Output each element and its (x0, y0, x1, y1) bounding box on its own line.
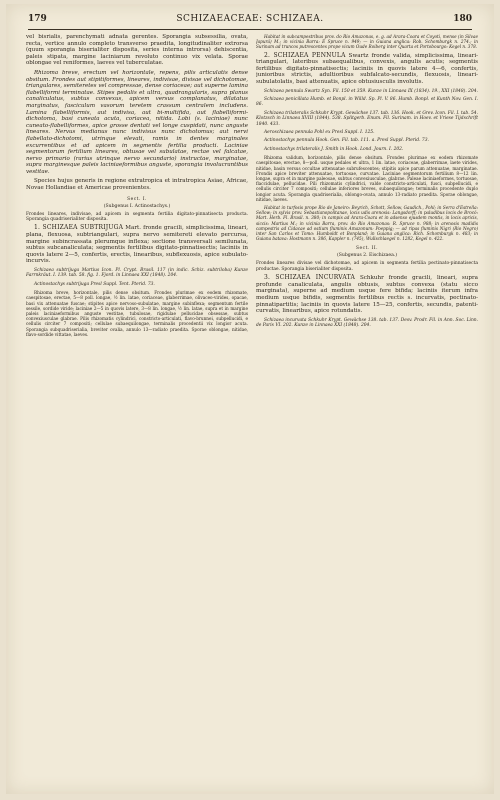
species-diagnosis: Schkuhr fronde gracili, lineari, supra profunde canaliculata, angulis obtusis, subtus convexa (statu sicco marginata), superne ad medium usque fere bifida; laciniis iterum infra medium usque bifidis, segmentis fertilibus rectis s. incurvatis, pectinato-pinnatipartitis; laciniis in quovis latere 15—25, confertis, secundis, patenti-curvatis, linearibus, apice rotundatis. (256, 275, 478, 315)
species-reference: Aeroschizaea pennula Pohl ex Presl Suppl. I. 125. (264, 130, 375, 136)
subgenus-name: (Subgenus 2. Eischizaea.) (336, 253, 398, 259)
species-diagnosis: Swartz fronde valida, simplicissima, lineari-triangulari, lateribus subaequalibus, convexis, angulis acutis; segmentis fertilibus digitato-pinnatisectis; laciniis in quovis latere 4—6, confertis, junioribus strictis, adultioribus subfalcato-secundis, flexuosis, lineari-subulatolatis, basi attenuatis, apice obtusiusculis involutis. (256, 52, 478, 85)
species-synonym: Actinostachys subtrijuga Presl Suppl. Tent. Pterid. 73. (34, 281, 155, 287)
page-number-left: 179 (28, 14, 47, 24)
genus-description-vegetative: Rhizoma breve, erectum vel horizontale, repens, pilis articulatis dense obsitum. Frondes aut stipitiformes, lineares, indivisae, divisae vel dichotomae, triangulares, semiteretes vel compressae, dense coriaceae; aut superne lamina flabelliformi terminatae. Stipes pedalis et ultra, quadrangularis, supra planus canaliculatus, subtus convexus, apicem versus complanatus, dilatatus marginatus, fasciculum vasorum teretem crassum centralem includens. Lamina flabelliformis, aut indivisa, aut bi-multifida, aut flabelliformi-dichotoma, basi cuneata acuta, coriacea, nitida. Lobi (s. laciniae) nunc cuneato-flabelliformes, apice grosse dentati vel longe cuspidati, nunc anguste lineares. Nervus medianus nunc indivisus nunc dichotomus; aut nervi flabellato-dichotomi, utrinque elevati, ramis in dentes marginales excurrentibus et ad apicem in segmentis fertilia producti. Laciniae segmentorum fertilium lineares, obtusae vel subulatae, rectae vel falcatae, nervo primario (rarius utrinque nervo secundario) instructae, marginatae, supra marginesque paleis laciniaeformibus anguste, sporangia involucrantibus vestitae. (26, 69, 248, 175)
species-reference: Schizaea penicillata Humb. et Bonpl. in Willd. Sp. Pl. V. 86. Humb. Bonpl. et Kunth Nov. Gen. I. 86. (256, 96, 478, 108)
species-description: Rhizoma breve, horizontale, pilis dense obsitum. Frondes plurimae ex eodem rhizomate, caespitosae, erectae, 5—8 poll. longae, ½ lin. latae, coriaceae, glaberrimae, olivaceo-virides, opacae, basi vix attenuatae fuscae; stipites apice nervoso-subulatae, margine subinflexa; segmentum fertile sessile, sordide viride; laciniae 2—5 in quovis latere, 3—8 lin. longae, ½ lin. latae, supra et in margine paleis laciniaeformibus anguste vestitae, tubulosae, rigidulae pellucidae obsessae, subtus convexiusculae glabrae. Pilis rhizomatis cylindrici, constricto-articulati, flavo-brunnei, subpellucidi, e cellulis circiter 7 compositi; cellulae subaequilongae, terminalis procedentii vix longior acuta. Sporangia subquadriserialia, breviter ovalia, annulo 13—radiato praedita. Sporae oblongae, nitidae, flavo-sordide vittatae, laeves. (26, 290, 248, 337)
species-entry (26, 225, 248, 265)
section-label: Sect. II. (356, 246, 378, 252)
species-description: Rhizoma validum, horizontale, pilis dense obsitum. Frondes plurimae ex eodem rhizomate caespitosae, erectae, 8—poll. usque pedales et ultra, 1 lin. latae, coriaceae, glaberrimae, laete virides, nitidae, basin versus occultae attenuatae subrufescentes; stipitis apice parum attenuatae, marginatae. Frondis apice breviter attenuatae, tortuosae, curvatae. Laciniae segmentorum fertilium 8—12 lin. longae, supra et in margine paleosae, subtus convexiusculae, glabrae. Paleae laciniaeformes, tortuosae, flaccidulae, pellucidae. Pili rhizomatis cylindrici, valde constricto-articulati, fusci, subpellucidi, e cellulis circiter 7 compositi; cellulae inferiores breves, subaequilongae; terminalis procedente duplo longior acuta. Sporangia quadriserialia, oblongo-ovata, annulo 13-radiato praedita. Sporae oblongae, nitidae, laeves. (256, 155, 478, 202)
page-number-right: 180 (453, 14, 472, 24)
running-title: SCHIZAEACEAE: SCHIZAEA. (176, 14, 324, 24)
left-column (26, 34, 248, 786)
habitat-note: Habitat in subcampestribus prov. do Rio Amazonas, e. g. ad Arara-Coara et Coyoti, mense (in Silvae Japurá) M.; in vicinia Barra: E Spruce n. 949; — in Guiana anglica: Rob. Schomburgk n. 274.; in Surinam ad truncos putrescentes prope vicum Oude Roiberg inter Quarta et Portobourgo: Kegel n. 378. (256, 34, 478, 50)
habitat-note: Habitat in turfosis prope Rio de Janeiro: Beyrich, Schott, Sellow, Gaudich., Pohl; in Serra d'Estrella: Sellow; in sylvis prov. Sebastianopolitanae, locis udis arenosis: Langsdorff; in paludibus locis de Brocó: Mart. Herb. Fl. Brasil. n. 380; in campis ad Arara-Coara et in adsenso ejusdem montis, in locis apricis, siccis: Martius M.; in vicinia Barra, prov. do Rio Amazonas: R. Spruce n. 988; in arenosis madidis campestris ad Cidacae ad ostium fluminis Amazonum: Poeppig; — ad ripas fluminis Nigri (Rio Negro) inter San Carlos et Tomo: Humboldt et Bonpland; in Guiana anglica: Rich. Schomburgk n. 483; in Guiana batava: Hostmann n. 386, Kappler n. (745), Wullschlaegel n. 1282, Kegel n. 422. (256, 205, 478, 242)
species-name: 2. SCHIZAEA PENNULA (264, 51, 346, 59)
species-reference: Actinostachys trilateralis J. Smith in Hook. Lond. Journ. I. 202. (264, 146, 404, 152)
species-reference: Schizaea trilateralis Schkuhr Krypt. Gewächse 137. tab. 136. Hook. et Grev. Icon. Fil. I. tab. 54. Klotzsch in Linnaea XVIII (1844). 538. Splitgerb. Enum. Fil. Surinam. in Hoev. et Vriese Tijdschrift 1840. 433. (256, 110, 478, 127)
right-column (256, 34, 478, 786)
section-description: Frondes lineares, indivisae, ad apicem in segmenta fertilia digitato-pinnatisecta producta. Sporangia quadriserialiter disposita. (26, 211, 248, 223)
genus-description-cont: vel bisrialis, parenchymati adnata gerentes. Sporangia subsessilia, ovata, recta, vertice annulo completo transverso praedita, longitudinaliter extrorsa (quum sporangia biserialiter disposita, series interna introrsa) dehiscentia, paleis stipata, margine laciniarum revoluto continuo vix velata. Sporae oblongae vel reniformes, laeves vel tuberculatae. (26, 34, 248, 67)
species-entry (256, 53, 478, 86)
species-entry (256, 275, 478, 315)
header-rule (28, 29, 472, 30)
species-reference: Schizaea subtrijuga Martius Icon. Pl. Crypt. Brasil. 117 (in indic. Schiz. subtriloba) Kunze Farrnkräut. I. 139. tab. 58. fig. 1. Fjord. in Linnaea XXI (1848). 204. (26, 268, 248, 279)
species-diagnosis: Mart. fronde gracili, simplicissima, lineari, plana, flexuosa, subtriangulari, supra nervo semitereti elevato percursa, margine subincrassata plerumque inflexa; sectione transversali semilunata, subtus subcanaliculata; segmentis fertilibus digitato-pinnatisectis; laciniis in quovis latere 2—5, confertis, erectis, linearibus, subflexuosis, apice subulato-incurvis. (26, 225, 248, 265)
section-label: Sect. I. (127, 196, 147, 202)
genus-distribution: Species hujus generis in regione extratropica et intratropica Asiae, Africae, Novae Hollandiae et Americae provenientes. (26, 178, 248, 192)
section-description: Frondes lineares divisae vel dichotomae, ad apicem in segmenta fertilia pectinato-pinnatisecta productae. Sporangia biserialiter disposita. (256, 261, 478, 272)
running-header (28, 14, 472, 28)
species-reference: Schizaea incurvata Schkuhr Krypt. Gewächse 138. tab. 137. Desv. Prodr. Fil. in Ann. Soc. Linn. de Paris VI. 202. Kunze in Linnaea XXI (1848). 204. (256, 317, 478, 329)
subgenus-name: (Subgenus I. Actinostachys.) (103, 203, 171, 209)
species-name: 3. SCHIZAEA INCURVATA (264, 274, 356, 282)
species-reference: Actinostachys pennula Hook. Gen. Fil. tab. 111. a. Presl Suppl. Pterid. 73. (264, 138, 429, 144)
page (6, 4, 494, 794)
species-reference: Schizaea pennula Swartz Syn. Fil. 150 et 359. Kunze in Linnaea IX (1834). 19., XXI (1848). 204. (264, 88, 478, 94)
species-name: 1. SCHIZAEA SUBTRIJUGA (34, 224, 124, 232)
